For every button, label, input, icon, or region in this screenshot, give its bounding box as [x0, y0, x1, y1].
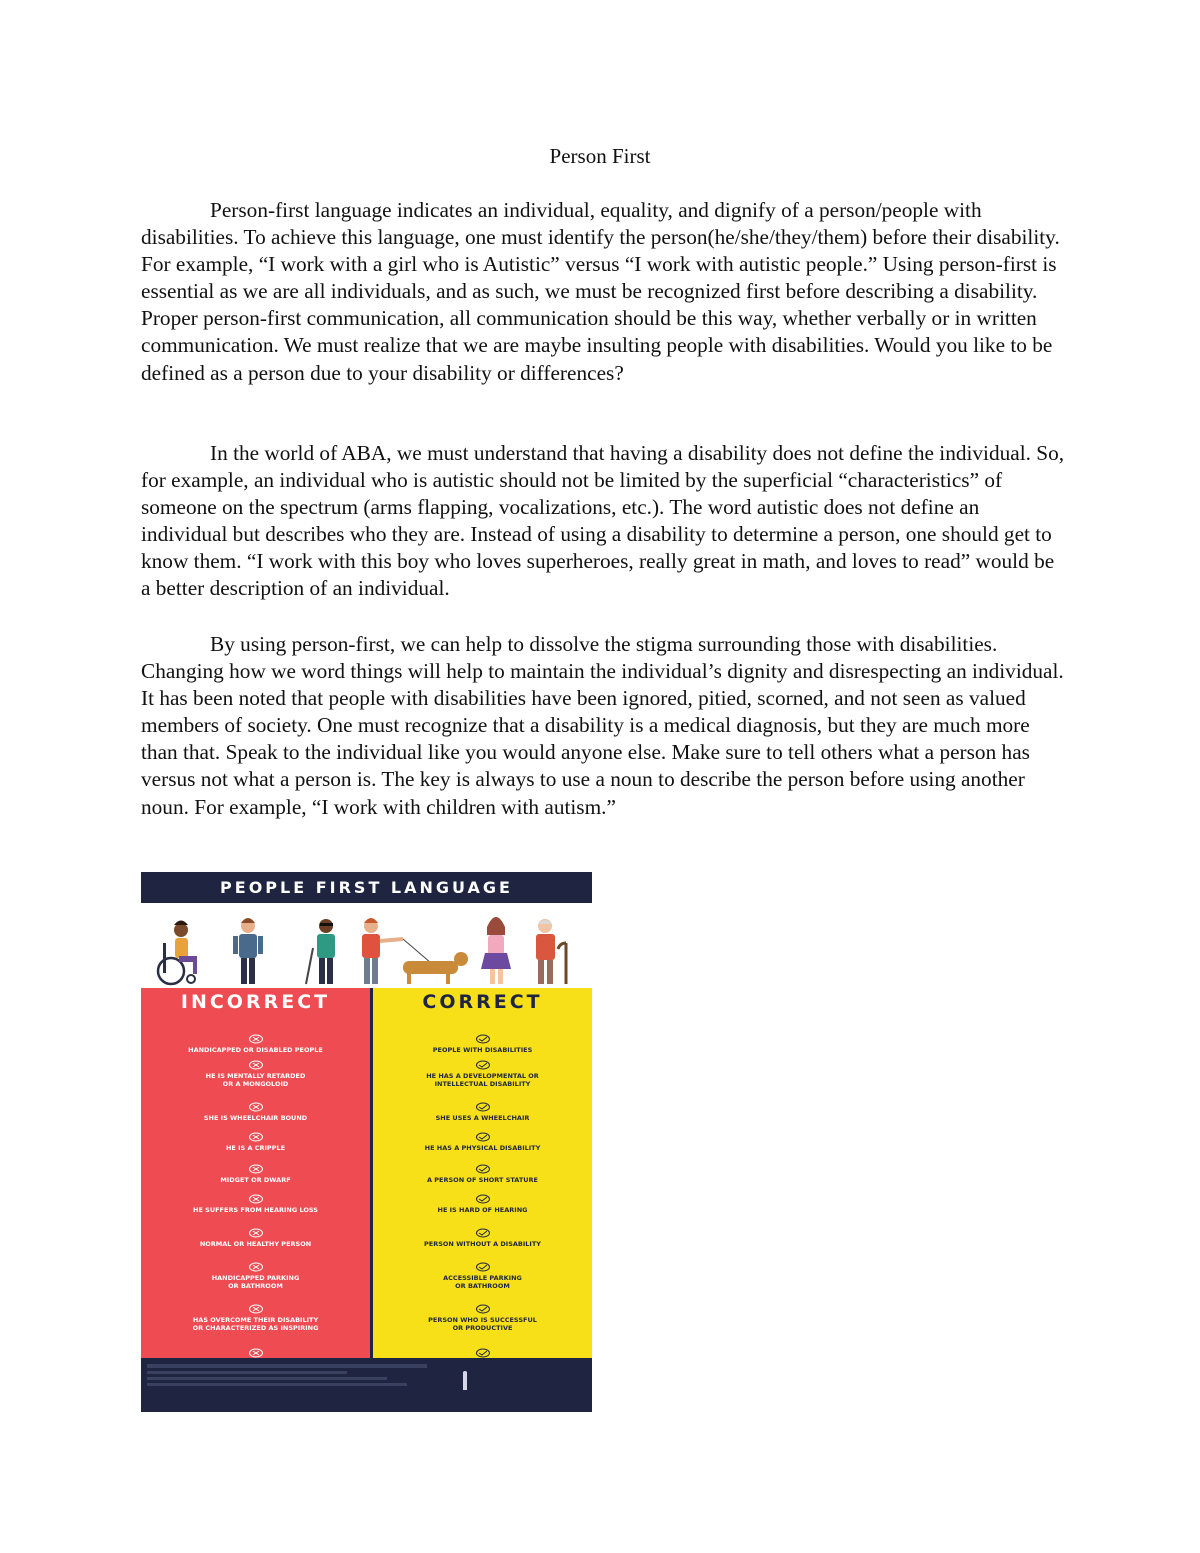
incorrect-item	[141, 1060, 370, 1088]
correct-item-label: HE IS HARD OF HEARING	[437, 1206, 528, 1214]
incorrect-item-label: HE IS A CRIPPLE	[225, 1144, 286, 1152]
paragraph-2: In the world of ABA, we must understand that having a disability does not define the individual. So, for example, an individual who is autistic should not be limited by the superficial “characteristics” of someone on the spectrum (arms flapping, vocalizations, etc.). The word autistic does not define an individual but describes who they are. Instead of using a disability to determine a person, one should get to know them. “I work with this boy who loves superheroes, really great in math, and loves to read” would be a better description of an individual.	[141, 441, 1065, 601]
hand-check-icon	[475, 1228, 491, 1238]
hand-cross-icon	[248, 1102, 264, 1112]
incorrect-item-label: HANDICAPPED PARKING OR BATHROOM	[211, 1274, 300, 1290]
incorrect-item-label: HE SUFFERS FROM HEARING LOSS	[193, 1206, 318, 1214]
person-with-guide-dog-icon	[362, 918, 468, 984]
incorrect-column	[141, 988, 370, 1358]
paragraph-1: Person-first language indicates an individual, equality, and dignify of a person/people with disabilities. To achieve this language, one must identify the person(he/she/they/them) before their disability. For example, “I work with a girl who is Autistic” versus “I work with autistic people.” Using person-first is essential as we are all individuals, and as such, we must be recognized first before describing a disability. Proper person-first communication, all communication should be this way, whether verbally or in written communication. We must realize that we are maybe insulting people with disabilities. Would you like to be defined as a person due to your disability or differences?	[141, 198, 1060, 385]
correct-item-label: PERSON WITHOUT A DISABILITY	[424, 1240, 541, 1248]
incorrect-item	[141, 1262, 370, 1290]
correct-item-label: A PERSON OF SHORT STATURE	[427, 1176, 538, 1184]
infographic-footer	[141, 1358, 592, 1412]
incorrect-item-label: NORMAL OR HEALTHY PERSON	[199, 1240, 312, 1248]
incorrect-item	[141, 1034, 370, 1054]
hand-cross-icon	[248, 1194, 264, 1204]
incorrect-item	[141, 1164, 370, 1184]
incorrect-item	[141, 1304, 370, 1332]
hand-check-icon	[475, 1304, 491, 1314]
correct-item-label: HE HAS A DEVELOPMENTAL OR INTELLECTUAL DISABILITY	[426, 1072, 539, 1088]
hand-cross-icon	[248, 1060, 264, 1070]
hand-cross-icon	[248, 1262, 264, 1272]
hand-check-icon	[475, 1102, 491, 1112]
hand-cross-icon	[248, 1164, 264, 1174]
correct-item	[373, 1060, 592, 1088]
correct-item	[373, 1102, 592, 1122]
people-first-infographic	[141, 872, 592, 1412]
correct-item-label: ACCESSIBLE PARKING OR BATHROOM	[443, 1274, 522, 1290]
person-icon	[233, 918, 263, 984]
paragraph-3: By using person-first, we can help to dissolve the stigma surrounding those with disabilities. Changing how we word things will help to maintain the individual’s dignity and disrespecting an individual. It has been noted that people with disabilities have been ignored, pitied, scorned, and not seen as valued members of society. One must recognize that a disability is a medical diagnosis, but they are much more than that. Speak to the individual like you would anyone else. Make sure to tell others what a person has versus not what a person is. The key is always to use a noun to describe the person before using another noun. For example, “I work with children with autism.”	[141, 632, 1064, 819]
incorrect-item-label: MIDGET OR DWARF	[220, 1176, 291, 1184]
incorrect-item	[141, 1102, 370, 1122]
source-links	[147, 1364, 447, 1386]
blind-person-cane-icon	[306, 919, 335, 984]
document-title: Person First	[549, 144, 651, 168]
correct-item-label: PEOPLE WITH DISABILITIES	[432, 1046, 533, 1054]
woman-icon	[481, 917, 511, 984]
correct-item	[373, 1228, 592, 1248]
people-illustration	[141, 903, 592, 986]
correct-item	[373, 1194, 592, 1214]
hand-cross-icon	[248, 1304, 264, 1314]
incorrect-item	[141, 1194, 370, 1214]
hand-cross-icon	[248, 1034, 264, 1044]
correct-item-label: SHE USES A WHEELCHAIR	[435, 1114, 530, 1122]
infographic-banner: PEOPLE FIRST LANGUAGE	[141, 872, 592, 903]
correct-item	[373, 1262, 592, 1290]
incorrect-item-label: HANDICAPPED OR DISABLED PEOPLE	[188, 1046, 323, 1054]
comparison-columns	[141, 988, 592, 1358]
hand-cross-icon	[248, 1132, 264, 1142]
incorrect-item	[141, 1132, 370, 1152]
correct-item	[373, 1304, 592, 1332]
correct-heading: CORRECT	[422, 991, 543, 1013]
hand-check-icon	[475, 1132, 491, 1142]
correct-item	[373, 1132, 592, 1152]
incorrect-item-label: SHE IS WHEELCHAIR BOUND	[203, 1114, 308, 1122]
hand-check-icon	[475, 1164, 491, 1174]
hand-check-icon	[475, 1060, 491, 1070]
hand-cross-icon	[248, 1348, 264, 1358]
wheelchair-user-icon	[158, 921, 197, 985]
incorrect-heading: INCORRECT	[180, 991, 331, 1013]
correct-item-label: HE HAS A PHYSICAL DISABILITY	[424, 1144, 541, 1152]
hand-cross-icon	[248, 1228, 264, 1238]
hand-check-icon	[475, 1262, 491, 1272]
correct-item-label: PERSON WHO IS SUCCESSFUL OR PRODUCTIVE	[428, 1316, 537, 1332]
correct-item	[373, 1034, 592, 1054]
hand-check-icon	[475, 1034, 491, 1044]
hand-check-icon	[475, 1348, 491, 1358]
incorrect-item-label: HE IS MENTALLY RETARDED OR A MONGOLOID	[205, 1072, 306, 1088]
incorrect-item	[141, 1228, 370, 1248]
correct-column	[373, 988, 592, 1358]
correct-item	[373, 1164, 592, 1184]
incorrect-item-label: HAS OVERCOME THEIR DISABILITY OR CHARACTERIZED AS INSPIRING	[192, 1316, 319, 1332]
elderly-person-cane-icon	[536, 919, 566, 984]
hand-check-icon	[475, 1194, 491, 1204]
statue-logo-icon	[459, 1370, 559, 1392]
